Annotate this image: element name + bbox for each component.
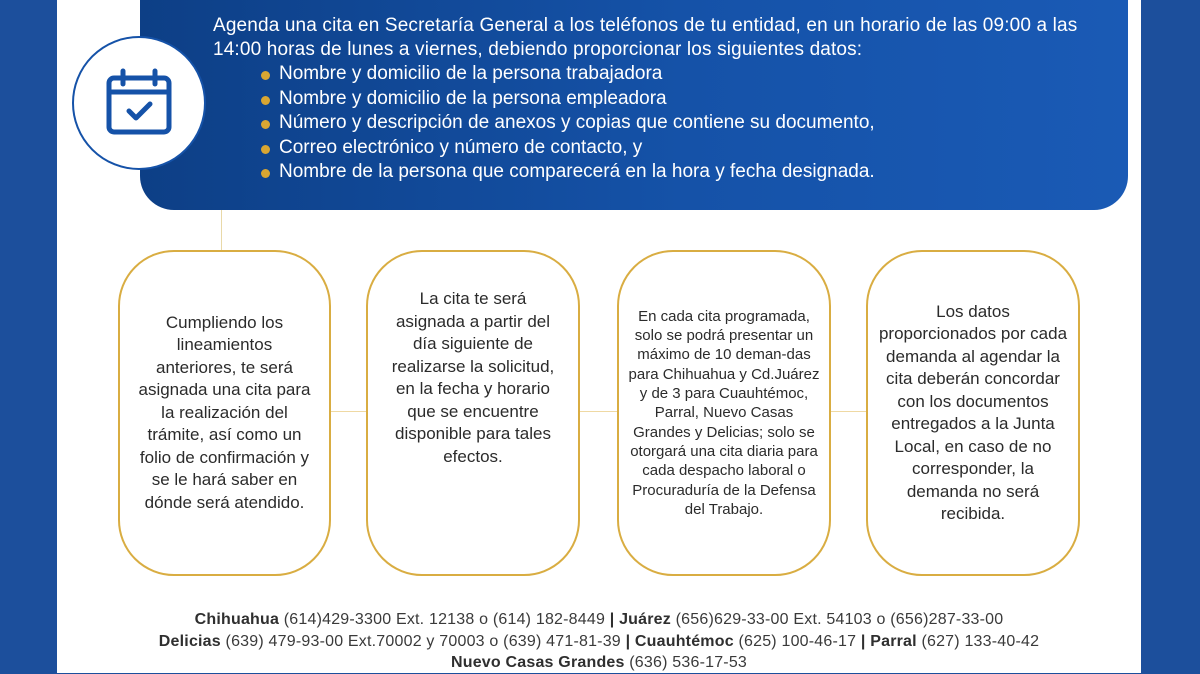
phone-numbers: (639) 479-93-00 Ext.70002 y 70003 o (639) 471-81-39 bbox=[225, 632, 621, 650]
connector-3-4 bbox=[831, 411, 866, 412]
calendar-check-icon bbox=[102, 66, 176, 140]
requirements-list bbox=[213, 62, 1108, 185]
requirement-item: Nombre y domicilio de la persona empleadora bbox=[261, 87, 1108, 112]
card-text: Cumpliendo los lineamientos anteriores, te será asignada una cita para la realización del trámite, así como un folio de confirmación y se le hará saber en dónde será atendido. bbox=[138, 312, 311, 512]
phone-numbers: (627) 133-40-42 bbox=[921, 632, 1040, 650]
contact-line bbox=[57, 609, 1141, 631]
bullet-icon bbox=[261, 96, 270, 105]
card-text: La cita te será asignada a partir del día siguiente de realizarse la solicitud, en la fecha y horario que se encuentre disponible para tales efectos. bbox=[391, 289, 555, 466]
card-text: Los datos proporcionados por cada demanda al agendar la cita deberán concordar con los documentos entregados a la Junta Local, en caso de no corresponder, la demanda no será recibida. bbox=[878, 301, 1068, 523]
appointment-banner bbox=[140, 0, 1128, 210]
city-name: Delicias bbox=[158, 632, 221, 650]
city-name: Juárez bbox=[619, 611, 671, 628]
calendar-badge bbox=[72, 36, 206, 170]
separator: | bbox=[625, 632, 631, 650]
connector-2-3 bbox=[580, 411, 617, 412]
phone-numbers: (625) 100-46-17 bbox=[738, 632, 857, 650]
separator: | bbox=[609, 611, 615, 628]
phone-numbers: (656)629-33-00 Ext. 54103 o (656)287-33-00 bbox=[675, 611, 1004, 628]
banner-intro: Agenda una cita en Secretaría General a los teléfonos de tu entidad, en un horario de las 09:00 a las 14:00 horas de lunes a viernes, debiendo proporcionar los siguientes datos: bbox=[213, 15, 1078, 60]
bullet-icon bbox=[261, 120, 270, 129]
phone-numbers: (636) 536-17-53 bbox=[629, 654, 748, 671]
bullet-icon bbox=[261, 145, 270, 154]
connector-1-2 bbox=[331, 411, 366, 412]
requirement-item: Correo electrónico y número de contacto, y bbox=[261, 136, 1108, 161]
city-name: Parral bbox=[870, 632, 917, 650]
info-card-schedule bbox=[366, 250, 580, 576]
phone-numbers: (614)429-3300 Ext. 12138 o (614) 182-8449 bbox=[283, 611, 606, 628]
bullet-icon bbox=[261, 169, 270, 178]
info-card-assignment bbox=[118, 250, 331, 576]
requirement-item: Número y descripción de anexos y copias que contiene su documento, bbox=[261, 111, 1108, 136]
card-text: En cada cita programada, solo se podrá presentar un máximo de 10 deman-das para Chihuahua y Cd.Juárez y de 3 para Cuauhtémoc, Parral, Nuevo Casas Grandes y Delicias; solo se otorgará una cita diaria para cada despacho laboral o Procuraduría de la Defensa del Trabajo. bbox=[628, 307, 820, 518]
contact-line bbox=[57, 631, 1141, 653]
city-name: Nuevo Casas Grandes bbox=[450, 654, 625, 671]
bullet-icon bbox=[261, 71, 270, 80]
requirement-item: Nombre de la persona que comparecerá en la hora y fecha designada. bbox=[261, 160, 1108, 185]
info-card-data-match bbox=[866, 250, 1080, 576]
contact-line bbox=[57, 652, 1141, 674]
city-name: Chihuahua bbox=[194, 611, 280, 628]
city-name: Cuauhtémoc bbox=[634, 632, 734, 650]
info-card-limits bbox=[617, 250, 831, 576]
contact-phones bbox=[57, 609, 1141, 674]
requirement-item: Nombre y domicilio de la persona trabajadora bbox=[261, 62, 1108, 87]
separator: | bbox=[860, 632, 866, 650]
